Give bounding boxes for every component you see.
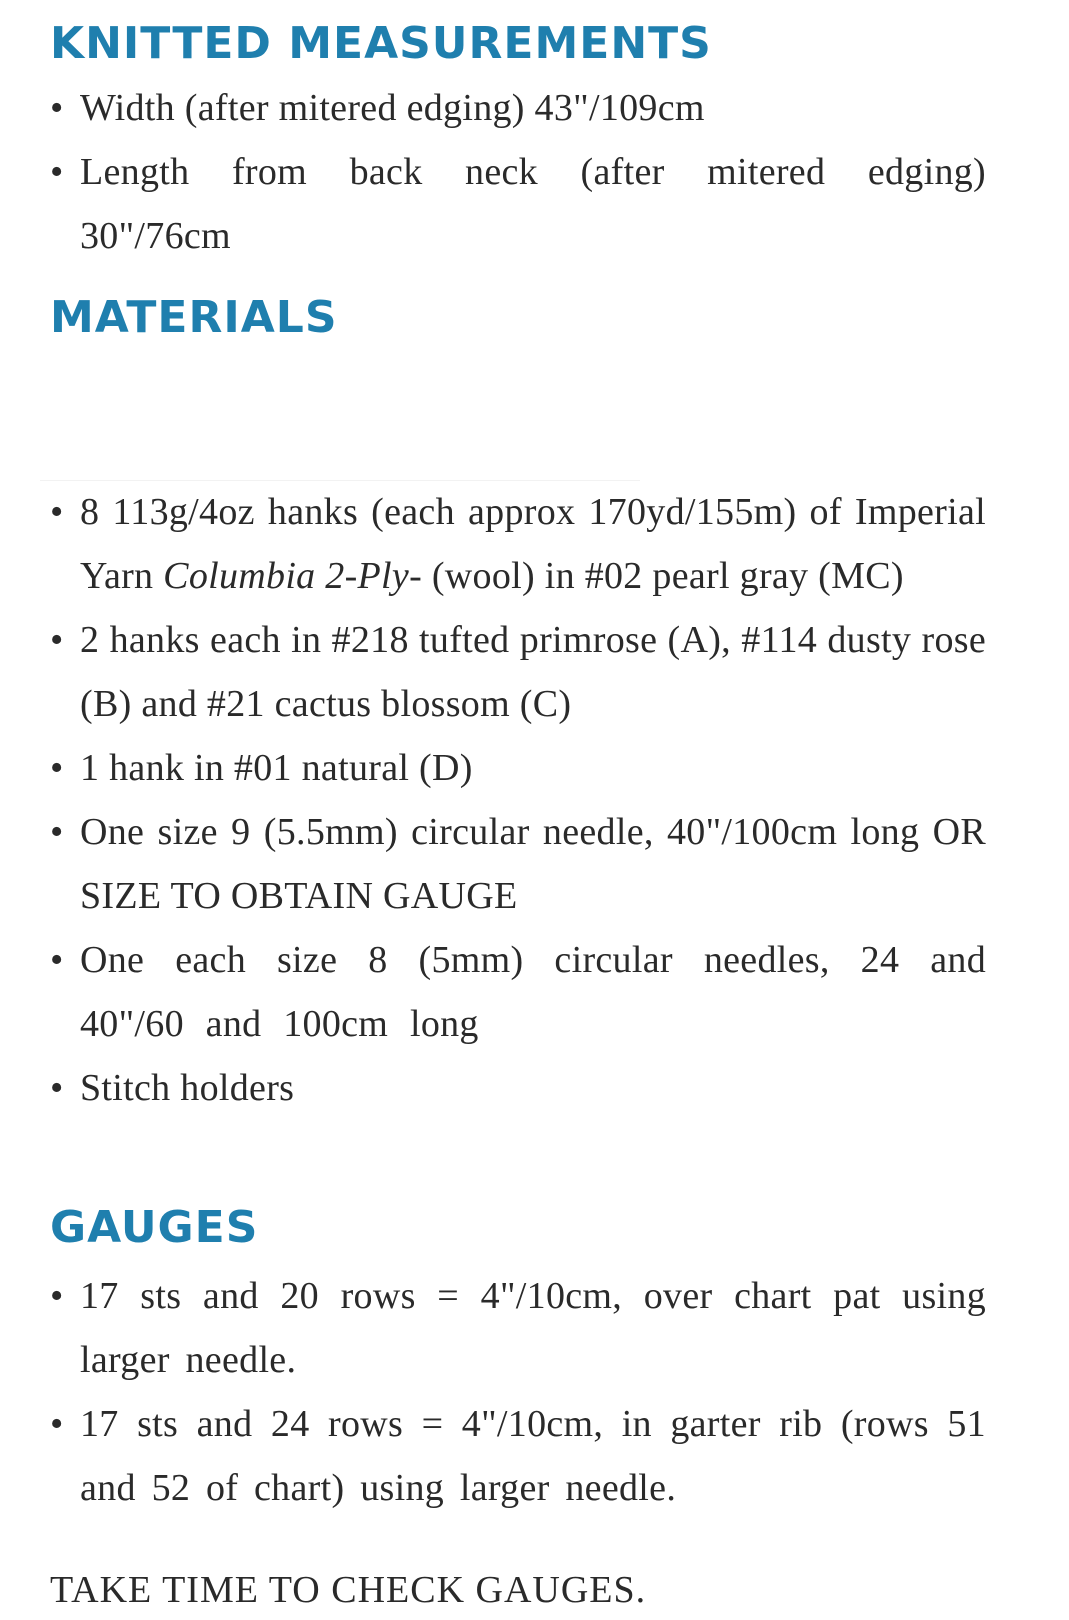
bullet-icon: • [50, 491, 64, 533]
list-item [0, 736, 986, 800]
bullet-icon: • [50, 939, 64, 981]
measurement-length: Length from back neck (after mitered edging) 30"/76cm [80, 151, 986, 257]
bullet-icon: • [50, 87, 64, 129]
list-item [0, 480, 986, 608]
material-main-yarn-lead: 8 113g/4oz hanks (each approx 170yd/155m) of Imperial Yarn [80, 491, 986, 597]
gauge-chart-pattern: 17 sts and 20 rows = 4"/10cm, over chart pat using larger needle. [80, 1275, 986, 1381]
gauge-garter-rib: 17 sts and 24 rows = 4"/10cm, in garter rib (rows 51 and 52 of chart) using larger needle. [80, 1403, 986, 1509]
gauges-list [0, 1264, 1069, 1520]
check-gauges-note: TAKE TIME TO CHECK GAUGES. [50, 1569, 647, 1611]
list-item [0, 140, 986, 268]
list-item [0, 1392, 986, 1520]
material-size-8-needles: One each size 8 (5mm) circular needles, 24 and 40"/60 and 100cm long [80, 939, 986, 1045]
heading-knitted-measurements: KNITTED MEASUREMENTS [50, 18, 712, 69]
heading-gauges: GAUGES [50, 1202, 259, 1253]
material-natural-yarn: 1 hank in #01 natural (D) [80, 747, 473, 789]
bullet-icon: • [50, 747, 64, 789]
list-item [0, 608, 986, 736]
bullet-icon: • [50, 619, 64, 661]
list-item [0, 1264, 986, 1392]
material-size-9-needle: One size 9 (5.5mm) circular needle, 40"/100cm long OR SIZE TO OBTAIN GAUGE [80, 811, 986, 917]
bullet-icon: • [50, 811, 64, 853]
bullet-icon: • [50, 151, 64, 193]
material-contrast-yarns: 2 hanks each in #218 tufted primrose (A), #114 dusty rose (B) and #21 cactus blossom (C) [80, 619, 986, 725]
bullet-icon: • [50, 1275, 64, 1317]
measurement-width: Width (after mitered edging) 43"/109cm [80, 87, 705, 129]
yarn-name: Columbia 2-Ply- [163, 555, 423, 597]
list-item [0, 1056, 986, 1120]
bullet-icon: • [50, 1403, 64, 1445]
bullet-icon: • [50, 1067, 64, 1109]
materials-list [0, 480, 1069, 1120]
measurements-list [0, 76, 1069, 268]
material-main-yarn-tail: (wool) in #02 pearl gray (MC) [422, 555, 904, 597]
list-item [0, 928, 986, 1056]
list-item [0, 76, 986, 140]
heading-materials: MATERIALS [50, 292, 338, 343]
material-main-yarn-text [80, 491, 986, 597]
material-stitch-holders: Stitch holders [80, 1067, 295, 1109]
list-item [0, 800, 986, 928]
